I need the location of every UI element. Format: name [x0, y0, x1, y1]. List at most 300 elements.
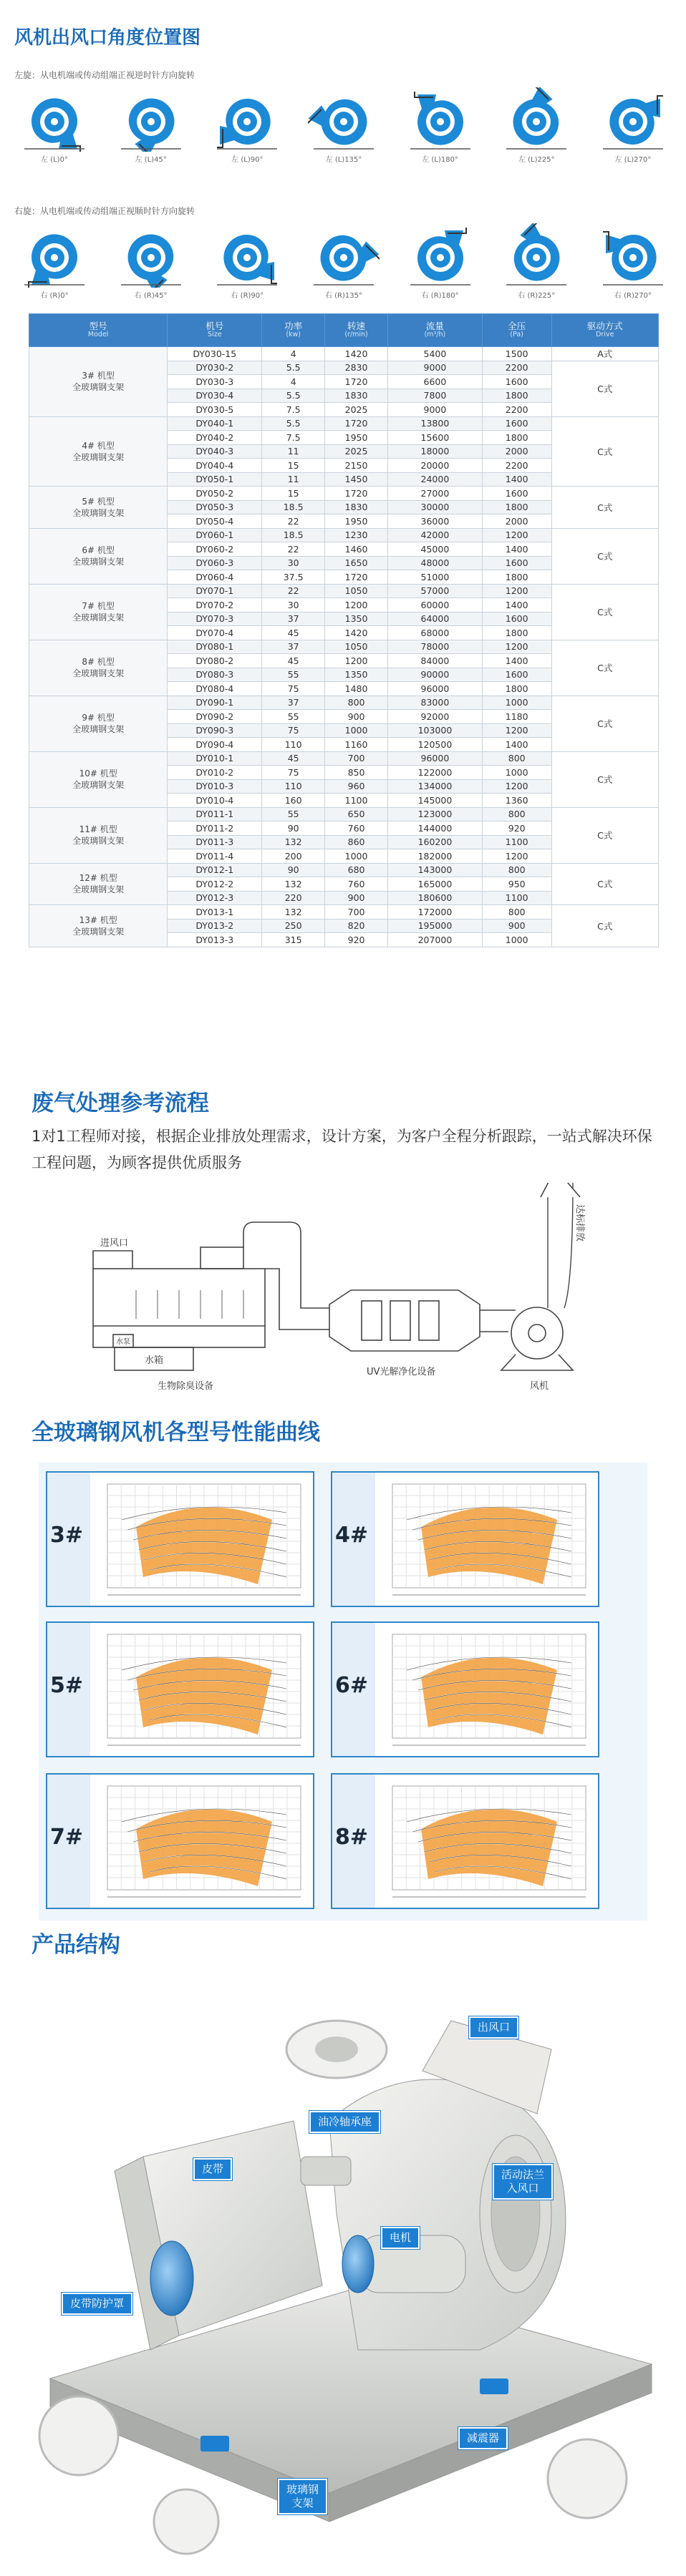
- table-cell: DY011-4: [168, 849, 262, 864]
- table-cell: 45000: [388, 542, 483, 557]
- table-cell: 1800: [482, 389, 551, 403]
- flow-description: 1对1工程师对接，根据企业排放处理需求，设计方案，为客户全程分析跟踪，一站式解决环保工程问题，为顾客提供优质服务: [32, 1128, 652, 1171]
- table-cell: DY060-4: [168, 570, 262, 585]
- model-cell: [29, 487, 168, 529]
- table-cell: 1160: [325, 738, 388, 752]
- table-cell: 800: [482, 807, 551, 821]
- curve-card: [46, 1621, 314, 1757]
- column-header-cn: 型号: [89, 320, 107, 331]
- table-cell: 7.5: [262, 431, 325, 445]
- drive-cell: C式: [551, 528, 658, 584]
- table-cell: 1600: [482, 375, 551, 389]
- table-cell: 7.5: [262, 403, 325, 417]
- table-cell: 83000: [388, 696, 483, 710]
- callout-belt: 皮带: [193, 2158, 232, 2180]
- table-cell: 64000: [388, 612, 483, 626]
- table-cell: DY070-2: [168, 598, 262, 613]
- callout-frame: 玻璃钢 支架: [278, 2479, 327, 2514]
- inset-frame-detail: [154, 2489, 218, 2554]
- model-frame: 全玻璃钢支架: [72, 926, 125, 937]
- table-cell: 2200: [482, 403, 551, 417]
- table-cell: 2000: [482, 514, 551, 529]
- table-cell: DY010-2: [168, 766, 262, 780]
- column-header-en: Size: [208, 331, 222, 339]
- fan-orientation-icon: [405, 87, 476, 152]
- table-cell: 30: [262, 556, 325, 570]
- table-cell: DY040-4: [168, 459, 262, 473]
- table-cell: 75: [262, 723, 325, 738]
- table-cell: 45: [262, 751, 325, 766]
- fan-angle-item: [496, 223, 576, 300]
- callout-flange: 活动法兰 入风口: [493, 2164, 553, 2200]
- callout-belt-guard: 皮带防护罩: [62, 2293, 132, 2315]
- fan-label: 风机: [530, 1381, 549, 1392]
- structure-title: 产品结构: [32, 1932, 120, 1958]
- callout-outlet: 出风口: [469, 2016, 518, 2039]
- table-cell: 132: [262, 877, 325, 892]
- fan-orientation-icon: [19, 223, 90, 288]
- model-frame: 全玻璃钢支架: [72, 507, 125, 518]
- table-cell: 1420: [325, 626, 388, 640]
- table-cell: 1400: [482, 654, 551, 668]
- fan-angle-label: 右 (R)0°: [40, 292, 69, 300]
- callout-bearing: 油冷轴承座: [309, 2111, 380, 2133]
- table-cell: 1050: [325, 584, 388, 598]
- left-rotation-caption: 左旋：从电机端或传动组端正视逆时针方向旋转: [14, 70, 195, 80]
- table-cell: 950: [482, 877, 551, 892]
- table-cell: 1360: [482, 794, 551, 808]
- table-cell: 920: [325, 933, 388, 947]
- column-header: [262, 314, 325, 347]
- table-cell: 1830: [325, 500, 388, 514]
- table-cell: 5.5: [262, 361, 325, 375]
- drive-cell: C式: [551, 807, 658, 863]
- table-cell: 1800: [482, 570, 551, 585]
- table-cell: 1400: [482, 542, 551, 557]
- fan-angle-item: [400, 87, 480, 164]
- column-header-en: (kw): [286, 331, 301, 339]
- table-cell: 180600: [388, 891, 483, 905]
- fan-orientation-icon: [308, 223, 380, 288]
- column-header-cn: 转速: [347, 320, 366, 331]
- table-cell: DY012-2: [168, 877, 262, 892]
- table-cell: 1720: [325, 416, 388, 431]
- table-row: [29, 487, 659, 501]
- table-cell: 1800: [482, 431, 551, 445]
- drive-cell: C式: [551, 696, 658, 751]
- table-cell: 45: [262, 626, 325, 640]
- table-cell: 68000: [388, 626, 483, 640]
- bio-unit-top: [201, 1247, 243, 1269]
- fan-angle-item: [14, 223, 95, 300]
- fan-angle-item: [207, 223, 287, 300]
- table-cell: 172000: [388, 905, 483, 919]
- table-cell: 207000: [388, 933, 483, 947]
- table-cell: 27000: [388, 487, 483, 501]
- table-cell: 15: [262, 487, 325, 501]
- bio-label: 生物除臭设备: [158, 1381, 214, 1392]
- table-cell: 800: [482, 751, 551, 766]
- model-frame: 全玻璃钢支架: [72, 557, 125, 567]
- table-cell: 2150: [325, 459, 388, 473]
- model-cell: [29, 528, 168, 584]
- table-row: [29, 416, 659, 431]
- table-cell: 18.5: [262, 528, 325, 542]
- table-cell: DY070-1: [168, 584, 262, 598]
- model-name: 9# 机型: [82, 712, 115, 723]
- table-cell: 1800: [482, 682, 551, 696]
- table-cell: 37: [262, 696, 325, 710]
- left-rotation-row: [14, 87, 673, 164]
- table-cell: 700: [325, 751, 388, 766]
- table-cell: 1200: [482, 528, 551, 542]
- table-cell: 30: [262, 598, 325, 613]
- table-cell: DY070-3: [168, 612, 262, 626]
- fan-orientation-icon: [308, 87, 380, 152]
- spec-table: [29, 313, 659, 947]
- curve-card-label: 7#: [50, 1825, 84, 1850]
- table-cell: 36000: [388, 514, 483, 529]
- table-cell: 1720: [325, 375, 388, 389]
- table-cell: DY090-3: [168, 723, 262, 738]
- fan-angle-item: [111, 223, 191, 300]
- callout-motor: 电机: [381, 2227, 420, 2249]
- table-cell: DY013-2: [168, 919, 262, 933]
- table-cell: 1180: [482, 710, 551, 724]
- fan-angle-item: [207, 87, 287, 164]
- fan-angle-label: 右 (R)90°: [231, 292, 264, 300]
- table-cell: 13800: [388, 416, 483, 431]
- table-cell: 2200: [482, 361, 551, 375]
- table-cell: 850: [325, 766, 388, 780]
- product-structure-section: [0, 1921, 686, 2576]
- column-header-cn: 流量: [425, 320, 444, 331]
- column-header-en: (r/min): [344, 331, 368, 339]
- table-cell: 1460: [325, 542, 388, 557]
- fan-orientation-icon: [501, 223, 572, 288]
- table-cell: 78000: [388, 640, 483, 654]
- curve-card-label: 6#: [335, 1673, 369, 1698]
- table-cell: DY050-4: [168, 514, 262, 529]
- table-cell: 1000: [325, 849, 388, 864]
- table-cell: DY010-4: [168, 794, 262, 808]
- fan-angle-label: 左 (L)135°: [325, 156, 362, 164]
- table-cell: 7800: [388, 389, 483, 403]
- table-cell: 37.5: [262, 570, 325, 585]
- table-cell: DY050-3: [168, 500, 262, 514]
- table-cell: 1350: [325, 612, 388, 626]
- fan-angle-item: [593, 223, 673, 300]
- table-cell: DY070-4: [168, 626, 262, 640]
- table-row: [29, 640, 659, 654]
- table-cell: 55: [262, 668, 325, 682]
- table-cell: 55: [262, 807, 325, 821]
- table-cell: 2025: [325, 403, 388, 417]
- curves-title: 全玻璃钢风机各型号性能曲线: [32, 1420, 320, 1445]
- fan-orientation-icon: [501, 87, 572, 152]
- table-cell: 5.5: [262, 389, 325, 403]
- column-header: [29, 314, 168, 347]
- table-cell: 60000: [388, 598, 483, 613]
- model-cell: [29, 751, 168, 807]
- drive-cell: C式: [551, 751, 658, 807]
- table-cell: 1720: [325, 570, 388, 585]
- fan-orientation-icon: [115, 87, 187, 152]
- model-name: 6# 机型: [82, 545, 115, 555]
- table-cell: 1350: [325, 668, 388, 682]
- drive-cell: A式: [551, 347, 658, 361]
- table-cell: 122000: [388, 766, 483, 780]
- column-header-cn: 功率: [284, 320, 303, 331]
- drive-cell: C式: [551, 863, 658, 905]
- table-cell: DY050-1: [168, 472, 262, 487]
- fan-angle-item: [14, 87, 95, 164]
- drive-cell: C式: [551, 361, 658, 416]
- table-cell: 110: [262, 779, 325, 794]
- table-cell: 92000: [388, 710, 483, 724]
- right-rotation-caption: 右旋：从电机端或传动组端正视顺时针方向旋转: [14, 206, 195, 216]
- column-header: [168, 314, 262, 347]
- fan-orientation-icon: [211, 87, 283, 152]
- performance-curves-section: [0, 1405, 686, 1921]
- table-cell: 680: [325, 863, 388, 877]
- table-cell: DY011-1: [168, 807, 262, 821]
- table-cell: 37: [262, 640, 325, 654]
- curve-card-label: 4#: [335, 1523, 369, 1548]
- table-cell: 4: [262, 347, 325, 361]
- table-cell: 760: [325, 877, 388, 892]
- table-cell: 143000: [388, 863, 483, 877]
- fan-angle-item: [496, 87, 576, 164]
- table-cell: DY030-5: [168, 403, 262, 417]
- column-header: [551, 314, 658, 347]
- fan-orientation-icon: [405, 223, 476, 288]
- inlet-duct: [93, 1251, 132, 1269]
- table-cell: 15: [262, 459, 325, 473]
- table-cell: 90: [262, 863, 325, 877]
- model-frame: 全玻璃钢支架: [72, 668, 125, 678]
- table-cell: 1200: [482, 849, 551, 864]
- angles-title: 风机出风口角度位置图: [14, 27, 201, 49]
- table-cell: 75: [262, 682, 325, 696]
- inset-guard-detail: [39, 2396, 118, 2475]
- fan-angle-label: 左 (L)225°: [518, 156, 555, 164]
- table-cell: DY030-15: [168, 347, 262, 361]
- fan-structure-illustration: [21, 1978, 666, 2565]
- table-cell: 5.5: [262, 416, 325, 431]
- drive-cell: C式: [551, 905, 658, 947]
- column-header-en: (Pa): [510, 331, 523, 339]
- model-frame: 全玻璃钢支架: [72, 836, 125, 846]
- table-cell: DY011-3: [168, 835, 262, 849]
- table-cell: 1200: [482, 584, 551, 598]
- table-cell: 1600: [482, 416, 551, 431]
- model-name: 12# 机型: [79, 873, 117, 884]
- table-cell: 1200: [325, 654, 388, 668]
- table-row: [29, 905, 659, 919]
- table-cell: 24000: [388, 472, 483, 487]
- table-cell: 110: [262, 738, 325, 752]
- fan-angle-label: 右 (R)135°: [324, 292, 362, 300]
- table-cell: 55: [262, 710, 325, 724]
- table-cell: 1400: [482, 472, 551, 487]
- fan-angle-label: 左 (L)0°: [41, 156, 68, 164]
- table-cell: 1500: [482, 347, 551, 361]
- fan-orientation-icon: [597, 87, 669, 152]
- table-cell: 96000: [388, 751, 483, 766]
- curve-card: [331, 1773, 599, 1909]
- table-cell: 1100: [325, 794, 388, 808]
- column-header: [325, 314, 388, 347]
- curve-plot: [378, 1627, 593, 1753]
- pump-label: 水泵: [116, 1338, 130, 1346]
- table-cell: 160200: [388, 835, 483, 849]
- fan-angle-item: [304, 87, 384, 164]
- curve-plot: [378, 1477, 593, 1603]
- curve-plot: [378, 1779, 593, 1905]
- table-cell: DY011-2: [168, 821, 262, 836]
- table-cell: 860: [325, 835, 388, 849]
- process-flow-diagram: [72, 1183, 630, 1401]
- tank-label: 水箱: [145, 1355, 164, 1366]
- table-cell: DY013-1: [168, 905, 262, 919]
- table-cell: 900: [482, 919, 551, 933]
- table-cell: 2000: [482, 444, 551, 459]
- model-frame: 全玻璃钢支架: [72, 780, 125, 790]
- table-cell: 30000: [388, 500, 483, 514]
- table-cell: 1200: [482, 723, 551, 738]
- table-cell: DY060-2: [168, 542, 262, 557]
- fan-orientation-icon: [597, 223, 669, 288]
- table-cell: DY030-4: [168, 389, 262, 403]
- table-cell: DY080-1: [168, 640, 262, 654]
- inlet-label: 进风口: [100, 1238, 129, 1249]
- table-cell: 1600: [482, 556, 551, 570]
- table-cell: 1650: [325, 556, 388, 570]
- table-cell: DY090-2: [168, 710, 262, 724]
- table-cell: DY010-1: [168, 751, 262, 766]
- model-name: 10# 机型: [79, 768, 117, 779]
- table-cell: 5400: [388, 347, 483, 361]
- fan-angle-label: 右 (R)45°: [134, 292, 168, 300]
- table-cell: 1100: [482, 891, 551, 905]
- table-cell: 315: [262, 933, 325, 947]
- table-cell: 4: [262, 375, 325, 389]
- table-cell: 134000: [388, 779, 483, 794]
- process-flow-section: [0, 1079, 686, 1405]
- fan-angle-label: 左 (L)45°: [135, 156, 167, 164]
- fan-angle-label: 右 (R)225°: [518, 292, 556, 300]
- table-cell: 57000: [388, 584, 483, 598]
- table-cell: DY040-2: [168, 431, 262, 445]
- model-name: 3# 机型: [82, 371, 115, 381]
- fan-angle-item: [400, 223, 480, 300]
- model-cell: [29, 640, 168, 696]
- column-header: [388, 314, 483, 347]
- table-cell: DY013-3: [168, 933, 262, 947]
- table-row: [29, 347, 659, 361]
- spec-table-section: [29, 313, 659, 947]
- table-cell: DY090-1: [168, 696, 262, 710]
- table-cell: 123000: [388, 807, 483, 821]
- table-cell: 900: [325, 891, 388, 905]
- table-cell: 1050: [325, 640, 388, 654]
- table-cell: 165000: [388, 877, 483, 892]
- model-name: 11# 机型: [79, 824, 117, 834]
- column-header: [482, 314, 551, 347]
- table-cell: 1420: [325, 347, 388, 361]
- table-cell: DY090-4: [168, 738, 262, 752]
- table-cell: 1480: [325, 682, 388, 696]
- table-cell: 1950: [325, 514, 388, 529]
- table-cell: 1200: [325, 598, 388, 613]
- table-cell: 1100: [482, 835, 551, 849]
- damper: [480, 2379, 508, 2394]
- uv-purifier-unit: [329, 1290, 480, 1351]
- table-cell: 90: [262, 821, 325, 836]
- table-cell: 920: [482, 821, 551, 836]
- table-cell: 1000: [482, 696, 551, 710]
- table-cell: DY030-2: [168, 361, 262, 375]
- stack-label: 达标排放: [574, 1204, 585, 1242]
- fan-angle-item: [304, 223, 384, 300]
- drive-cell: C式: [551, 416, 658, 487]
- model-name: 8# 机型: [82, 656, 115, 667]
- table-cell: DY030-3: [168, 375, 262, 389]
- table-cell: 1950: [325, 431, 388, 445]
- curve-card-label: 5#: [50, 1673, 84, 1698]
- column-header-en: (m³/h): [424, 331, 446, 339]
- table-cell: 900: [325, 710, 388, 724]
- table-cell: 2025: [325, 444, 388, 459]
- table-row: [29, 751, 659, 766]
- fan-angle-label: 右 (R)270°: [614, 292, 652, 300]
- table-cell: 48000: [388, 556, 483, 570]
- table-cell: DY060-3: [168, 556, 262, 570]
- table-cell: 182000: [388, 849, 483, 864]
- fan-orientation-icon: [19, 87, 90, 152]
- outlet-angle-section: [0, 0, 686, 315]
- table-cell: 22: [262, 514, 325, 529]
- table-cell: 250: [262, 919, 325, 933]
- table-row: [29, 584, 659, 598]
- table-cell: DY050-2: [168, 487, 262, 501]
- table-cell: 75: [262, 766, 325, 780]
- model-frame: 全玻璃钢支架: [72, 382, 125, 393]
- curve-card: [331, 1471, 599, 1607]
- fan-angle-label: 左 (L)90°: [231, 156, 264, 164]
- fan-unit: [511, 1307, 563, 1359]
- table-cell: 6600: [388, 375, 483, 389]
- curve-plot: [93, 1627, 308, 1753]
- table-cell: 220: [262, 891, 325, 905]
- table-cell: 22: [262, 542, 325, 557]
- model-cell: [29, 416, 168, 487]
- table-cell: 760: [325, 821, 388, 836]
- table-row: [29, 863, 659, 877]
- uv-label: UV光解净化设备: [367, 1367, 436, 1377]
- model-cell: [29, 905, 168, 947]
- table-cell: 1830: [325, 389, 388, 403]
- table-cell: 9000: [388, 361, 483, 375]
- table-cell: 1600: [482, 668, 551, 682]
- model-cell: [29, 696, 168, 751]
- table-cell: 1230: [325, 528, 388, 542]
- table-cell: DY012-1: [168, 863, 262, 877]
- model-cell: [29, 347, 168, 417]
- table-cell: 650: [325, 807, 388, 821]
- table-cell: 132: [262, 905, 325, 919]
